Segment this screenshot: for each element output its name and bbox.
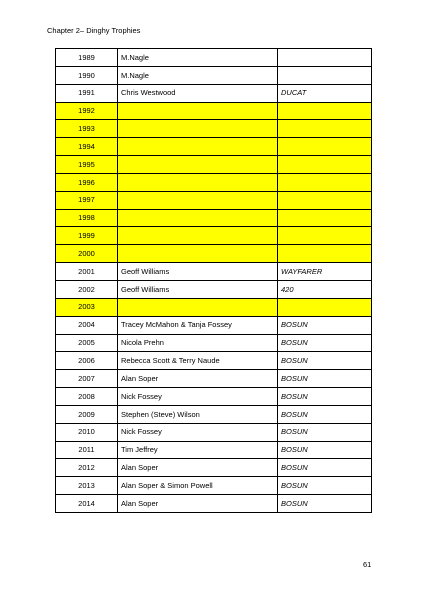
boat-cell [278, 156, 372, 174]
year-cell: 1996 [56, 173, 118, 191]
year-cell: 2002 [56, 280, 118, 298]
winner-cell: Nicola Prehn [118, 334, 278, 352]
table-row [56, 156, 372, 174]
year-cell: 2009 [56, 405, 118, 423]
year-cell: 2004 [56, 316, 118, 334]
winner-cell: M.Nagle [118, 49, 278, 67]
winner-cell [118, 102, 278, 120]
year-cell: 2005 [56, 334, 118, 352]
table-row [56, 66, 372, 84]
year-cell: 1994 [56, 138, 118, 156]
winner-cell: Alan Soper & Simon Powell [118, 477, 278, 495]
year-cell: 2012 [56, 459, 118, 477]
year-cell: 2008 [56, 388, 118, 406]
table-row [56, 423, 372, 441]
winner-cell: Alan Soper [118, 495, 278, 513]
winner-cell [118, 156, 278, 174]
table-row [56, 370, 372, 388]
winner-cell: Geoff Williams [118, 280, 278, 298]
year-cell: 1999 [56, 227, 118, 245]
trophy-table [55, 48, 372, 513]
boat-cell: BOSUN [278, 370, 372, 388]
winner-cell: Tracey McMahon & Tanja Fossey [118, 316, 278, 334]
year-cell: 2001 [56, 263, 118, 281]
table-row [56, 138, 372, 156]
table-row [56, 477, 372, 495]
winner-cell: Chris Westwood [118, 84, 278, 102]
year-cell: 2000 [56, 245, 118, 263]
year-cell: 1998 [56, 209, 118, 227]
winner-cell [118, 298, 278, 316]
boat-cell [278, 173, 372, 191]
winner-cell [118, 138, 278, 156]
table-row [56, 495, 372, 513]
year-cell: 2014 [56, 495, 118, 513]
boat-cell: BOSUN [278, 316, 372, 334]
boat-cell: BOSUN [278, 441, 372, 459]
winner-cell [118, 245, 278, 263]
year-cell: 2003 [56, 298, 118, 316]
table-row [56, 49, 372, 67]
boat-cell [278, 120, 372, 138]
table-row [56, 316, 372, 334]
table-row [56, 173, 372, 191]
boat-cell [278, 191, 372, 209]
boat-cell [278, 245, 372, 263]
winner-cell [118, 227, 278, 245]
boat-cell: BOSUN [278, 495, 372, 513]
boat-cell: BOSUN [278, 459, 372, 477]
boat-cell [278, 102, 372, 120]
table-row [56, 441, 372, 459]
winner-cell: Stephen (Steve) Wilson [118, 405, 278, 423]
boat-cell: BOSUN [278, 405, 372, 423]
boat-cell [278, 49, 372, 67]
boat-cell [278, 298, 372, 316]
winner-cell: Alan Soper [118, 459, 278, 477]
table-row [56, 388, 372, 406]
year-cell: 2010 [56, 423, 118, 441]
year-cell: 1989 [56, 49, 118, 67]
year-cell: 1997 [56, 191, 118, 209]
boat-cell: BOSUN [278, 423, 372, 441]
table-row [56, 280, 372, 298]
boat-cell: BOSUN [278, 334, 372, 352]
year-cell: 1991 [56, 84, 118, 102]
year-cell: 1992 [56, 102, 118, 120]
winner-cell: Rebecca Scott & Terry Naude [118, 352, 278, 370]
winner-cell: M.Nagle [118, 66, 278, 84]
winner-cell [118, 120, 278, 138]
table-row [56, 209, 372, 227]
year-cell: 2011 [56, 441, 118, 459]
table-row [56, 298, 372, 316]
year-cell: 2007 [56, 370, 118, 388]
table-row [56, 245, 372, 263]
boat-cell: DUCAT [278, 84, 372, 102]
year-cell: 2013 [56, 477, 118, 495]
boat-cell [278, 227, 372, 245]
winner-cell [118, 191, 278, 209]
boat-cell: BOSUN [278, 388, 372, 406]
year-cell: 1993 [56, 120, 118, 138]
table-row [56, 227, 372, 245]
page-header: Chapter 2– Dinghy Trophies [47, 26, 141, 35]
year-cell: 1990 [56, 66, 118, 84]
winner-cell: Tim Jeffrey [118, 441, 278, 459]
table-row [56, 334, 372, 352]
winner-cell: Geoff Williams [118, 263, 278, 281]
table-row [56, 405, 372, 423]
boat-cell [278, 209, 372, 227]
table-row [56, 120, 372, 138]
boat-cell: WAYFARER [278, 263, 372, 281]
table-row [56, 352, 372, 370]
winner-cell [118, 209, 278, 227]
table-row [56, 102, 372, 120]
year-cell: 2006 [56, 352, 118, 370]
table-row [56, 459, 372, 477]
page-number: 61 [363, 560, 372, 569]
boat-cell [278, 138, 372, 156]
boat-cell [278, 66, 372, 84]
winner-cell: Nick Fossey [118, 388, 278, 406]
boat-cell: BOSUN [278, 352, 372, 370]
trophy-table-body [56, 49, 372, 513]
table-row [56, 191, 372, 209]
winner-cell: Alan Soper [118, 370, 278, 388]
boat-cell: BOSUN [278, 477, 372, 495]
year-cell: 1995 [56, 156, 118, 174]
table-row [56, 84, 372, 102]
winner-cell [118, 173, 278, 191]
boat-cell: 420 [278, 280, 372, 298]
table-row [56, 263, 372, 281]
winner-cell: Nick Fossey [118, 423, 278, 441]
